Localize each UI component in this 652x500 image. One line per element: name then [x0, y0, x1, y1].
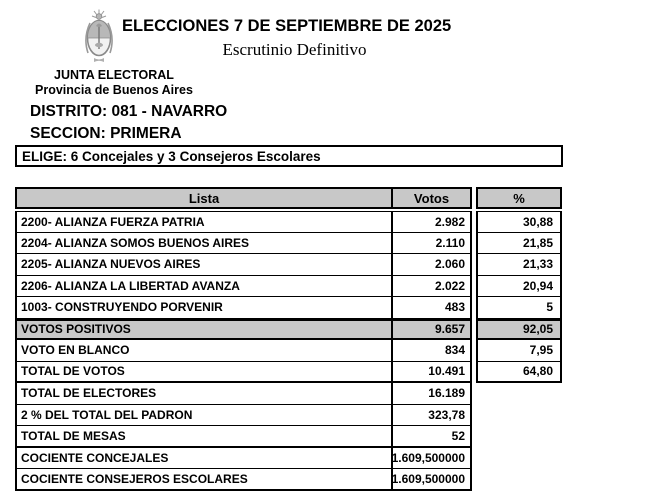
elige-box: [15, 145, 563, 167]
row-votes: 1.609,500000: [393, 469, 472, 491]
row-label: COCIENTE CONSEJEROS ESCOLARES: [15, 469, 393, 491]
row-label: 2 % DEL TOTAL DEL PADRON: [15, 405, 393, 427]
row-votes: 2.110: [393, 233, 472, 255]
row-votes: 52: [393, 426, 472, 448]
table-row: [15, 383, 567, 405]
table-row: [15, 340, 567, 362]
row-percent: 21,33: [476, 254, 562, 276]
section-line: SECCION: PRIMERA: [30, 125, 182, 142]
row-votes: 323,78: [393, 405, 472, 427]
table-row-total-votos: [15, 362, 567, 384]
col-header-votos: Votos: [393, 187, 472, 209]
row-percent: 92,05: [476, 319, 562, 341]
table-row: [15, 276, 567, 298]
table-header-row: [15, 187, 567, 209]
col-header-lista: Lista: [15, 187, 393, 209]
district-line: DISTRITO: 081 - NAVARRO: [30, 103, 228, 120]
org-province: Provincia de Buenos Aires: [35, 83, 193, 97]
results-table: [15, 187, 567, 491]
table-body: [15, 211, 567, 491]
row-votes: 834: [393, 340, 472, 362]
row-label: 2206- ALIANZA LA LIBERTAD AVANZA: [15, 276, 393, 298]
table-row: [15, 233, 567, 255]
row-votes: 10.491: [393, 362, 472, 384]
table-row: [15, 211, 567, 233]
page-title: ELECCIONES 7 DE SEPTIEMBRE DE 2025: [122, 17, 452, 35]
row-label: 2205- ALIANZA NUEVOS AIRES: [15, 254, 393, 276]
row-percent: 20,94: [476, 276, 562, 298]
table-row: [15, 426, 567, 448]
row-votes: 2.060: [393, 254, 472, 276]
row-label: TOTAL DE VOTOS: [15, 362, 393, 384]
row-label: VOTOS POSITIVOS: [15, 319, 393, 341]
table-row-votos-positivos: [15, 319, 567, 341]
row-label: TOTAL DE ELECTORES: [15, 383, 393, 405]
table-row: [15, 405, 567, 427]
row-votes: 16.189: [393, 383, 472, 405]
row-label: COCIENTE CONCEJALES: [15, 448, 393, 470]
table-row: [15, 297, 567, 319]
row-percent: 7,95: [476, 340, 562, 362]
col-header-pct: %: [476, 187, 562, 209]
row-percent: 5: [476, 297, 562, 319]
coat-of-arms-icon: [84, 9, 114, 65]
table-row: [15, 469, 567, 491]
row-votes: 2.022: [393, 276, 472, 298]
row-label: 2204- ALIANZA SOMOS BUENOS AIRES: [15, 233, 393, 255]
row-votes: 9.657: [393, 319, 472, 341]
row-votes: 483: [393, 297, 472, 319]
org-name: JUNTA ELECTORAL: [54, 68, 174, 82]
row-percent: 30,88: [476, 211, 562, 233]
table-row: [15, 254, 567, 276]
table-row: [15, 448, 567, 470]
row-votes: 2.982: [393, 211, 472, 233]
row-label: 1003- CONSTRUYENDO PORVENIR: [15, 297, 393, 319]
row-votes: 1.609,500000: [393, 448, 472, 470]
row-label: VOTO EN BLANCO: [15, 340, 393, 362]
row-label: TOTAL DE MESAS: [15, 426, 393, 448]
elige-text: ELIGE: 6 Concejales y 3 Consejeros Escolares: [22, 148, 321, 164]
row-percent: 64,80: [476, 362, 562, 384]
row-label: 2200- ALIANZA FUERZA PATRIA: [15, 211, 393, 233]
row-percent: 21,85: [476, 233, 562, 255]
page-subtitle: Escrutinio Definitivo: [222, 40, 367, 59]
